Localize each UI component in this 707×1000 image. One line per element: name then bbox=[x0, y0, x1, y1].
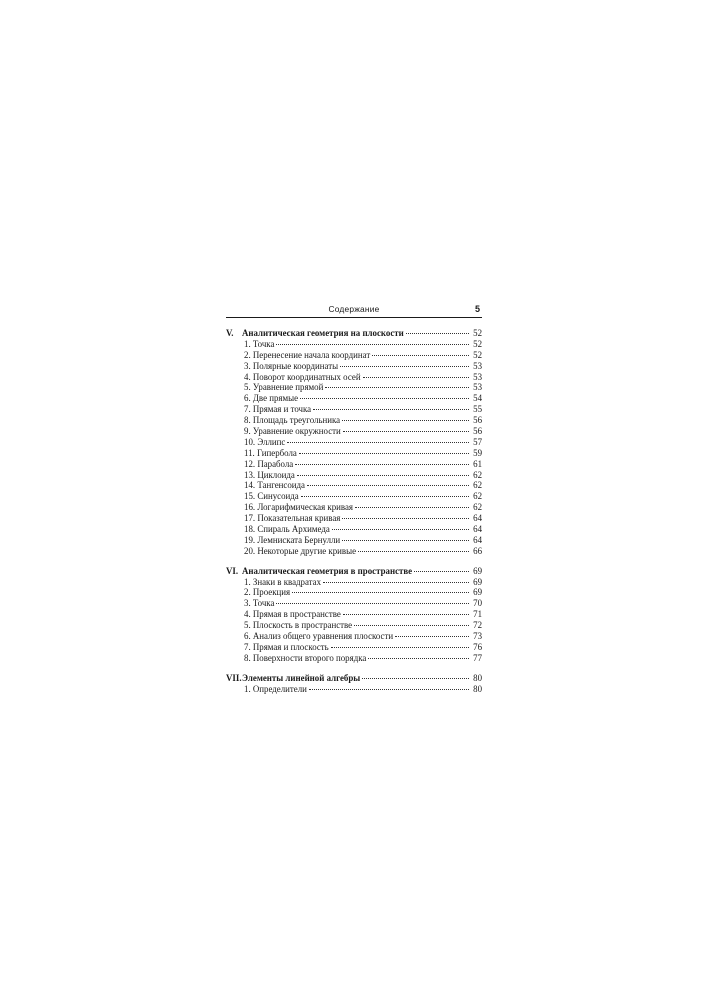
toc-entry-label: 14. Тангенсоида bbox=[244, 480, 305, 491]
dot-leader bbox=[343, 431, 469, 432]
toc-entry-label: 2. Перенесение начала координат bbox=[244, 349, 371, 360]
dot-leader bbox=[368, 658, 469, 659]
dot-leader bbox=[276, 344, 469, 345]
dot-leader bbox=[414, 571, 469, 572]
toc-entry[interactable] bbox=[226, 415, 482, 426]
toc-chapter-title-text: Аналитическая геометрия на плоскости bbox=[242, 328, 404, 338]
dot-leader bbox=[342, 420, 469, 421]
toc-page-number: 69 bbox=[473, 587, 482, 598]
toc-chapter-title bbox=[226, 328, 404, 339]
toc-page-number: 53 bbox=[473, 382, 482, 393]
toc-entry-label: 9. Уравнение окружности bbox=[244, 426, 341, 437]
toc-entry-label: 10. Эллипс bbox=[244, 436, 286, 447]
toc-page-number: 52 bbox=[473, 338, 482, 349]
toc-page-number: 62 bbox=[473, 491, 482, 502]
toc-entry-label: 11. Гипербола bbox=[244, 447, 297, 458]
toc-page-number: 62 bbox=[473, 469, 482, 480]
toc-page-number: 77 bbox=[473, 652, 482, 663]
toc-entry-label: 3. Полярные координаты bbox=[244, 360, 339, 371]
toc-entry-label: 19. Лемниската Бернулли bbox=[244, 534, 341, 545]
toc-entry[interactable] bbox=[226, 350, 482, 361]
toc-entry[interactable] bbox=[226, 404, 482, 415]
toc-page-number: 52 bbox=[473, 349, 482, 360]
dot-leader bbox=[323, 582, 469, 583]
toc-entry[interactable] bbox=[226, 448, 482, 459]
toc-chapter-title-text: Элементы линейной алгебры bbox=[242, 672, 361, 683]
toc-entry[interactable] bbox=[226, 546, 482, 557]
toc-page-number: 56 bbox=[473, 426, 482, 437]
toc-page-number: 57 bbox=[473, 436, 482, 447]
toc-entry-label: 6. Анализ общего уравнения плоскости bbox=[244, 631, 394, 642]
toc-page-number: 53 bbox=[473, 371, 482, 382]
toc-entry[interactable] bbox=[226, 459, 482, 470]
toc-entry[interactable] bbox=[226, 631, 482, 642]
toc-entry-label: 17. Показательная кривая bbox=[244, 513, 341, 524]
dot-leader bbox=[313, 409, 469, 410]
dot-leader bbox=[406, 333, 469, 334]
toc-entry-label: 7. Прямая и плоскость bbox=[244, 641, 329, 652]
toc-chapter-numeral: VI. bbox=[226, 565, 239, 576]
toc-page-number: 62 bbox=[473, 480, 482, 491]
dot-leader bbox=[395, 636, 469, 637]
toc-entry[interactable] bbox=[226, 642, 482, 653]
toc-entry-label: 2. Проекция bbox=[244, 587, 291, 598]
toc-chapter-title-text: Аналитическая геометрия в пространстве bbox=[242, 565, 413, 576]
dot-leader bbox=[276, 603, 469, 604]
toc-page-number: 64 bbox=[473, 534, 482, 545]
dot-leader bbox=[331, 647, 469, 648]
toc-page-number: 54 bbox=[473, 393, 482, 404]
toc-page-number: 59 bbox=[473, 447, 482, 458]
toc-entry[interactable] bbox=[226, 609, 482, 620]
dot-leader bbox=[354, 625, 469, 626]
dot-leader bbox=[292, 592, 469, 593]
dot-leader bbox=[342, 540, 469, 541]
toc-entry[interactable] bbox=[226, 620, 482, 631]
dot-leader bbox=[363, 377, 469, 378]
toc-page-number: 69 bbox=[473, 565, 482, 576]
toc-entry[interactable] bbox=[226, 684, 482, 695]
dot-leader bbox=[295, 464, 469, 465]
toc-page-number: 64 bbox=[473, 513, 482, 524]
toc-chapter-heading[interactable] bbox=[226, 566, 482, 577]
toc-entry-label: 5. Плоскость в пространстве bbox=[244, 620, 353, 631]
dot-leader bbox=[342, 518, 469, 519]
toc-page-number: 53 bbox=[473, 360, 482, 371]
dot-leader bbox=[309, 689, 469, 690]
running-head-title: Содержание bbox=[328, 304, 380, 314]
toc-entry[interactable] bbox=[226, 470, 482, 481]
dot-leader bbox=[287, 442, 469, 443]
running-head bbox=[226, 304, 482, 318]
dot-leader bbox=[372, 355, 469, 356]
toc-entry[interactable] bbox=[226, 535, 482, 546]
toc-entry[interactable] bbox=[226, 393, 482, 404]
toc-page-number: 71 bbox=[473, 609, 482, 620]
toc-entry-label: 18. Спираль Архимеда bbox=[244, 524, 330, 535]
toc-page-number: 69 bbox=[473, 576, 482, 587]
dot-leader bbox=[343, 614, 469, 615]
toc-entry-label: 1. Точка bbox=[244, 338, 275, 349]
toc-page-number: 66 bbox=[473, 545, 482, 556]
table-of-contents bbox=[226, 328, 482, 695]
toc-chapter-numeral: V. bbox=[226, 328, 234, 338]
toc-entry-label: 6. Две прямые bbox=[244, 393, 299, 404]
toc-page-number: 56 bbox=[473, 415, 482, 426]
toc-chapter bbox=[226, 566, 482, 664]
toc-entry[interactable] bbox=[226, 524, 482, 535]
toc-entry-label: 16. Логарифмическая кривая bbox=[244, 502, 354, 513]
toc-page-number: 80 bbox=[473, 672, 482, 683]
toc-page-number: 70 bbox=[473, 598, 482, 609]
toc-chapter-title bbox=[226, 673, 360, 684]
toc-entry[interactable] bbox=[226, 339, 482, 350]
toc-entry-label: 12. Парабола bbox=[244, 458, 294, 469]
toc-page-number: 80 bbox=[473, 683, 482, 694]
toc-entry-label: 1. Определители bbox=[244, 683, 307, 694]
dot-leader bbox=[340, 366, 469, 367]
toc-entry[interactable] bbox=[226, 653, 482, 664]
toc-page-number: 55 bbox=[473, 404, 482, 415]
toc-chapter bbox=[226, 673, 482, 695]
toc-entry[interactable] bbox=[226, 437, 482, 448]
dot-leader bbox=[307, 485, 469, 486]
dot-leader bbox=[301, 496, 469, 497]
dot-leader bbox=[355, 507, 469, 508]
dot-leader bbox=[332, 529, 469, 530]
toc-entry[interactable] bbox=[226, 361, 482, 372]
toc-entry-label: 4. Поворот координатных осей bbox=[244, 371, 361, 382]
toc-chapter-numeral: VII. bbox=[226, 672, 242, 683]
toc-entry-label: 8. Площадь треугольника bbox=[244, 415, 341, 426]
toc-entry[interactable] bbox=[226, 372, 482, 383]
toc-entry[interactable] bbox=[226, 502, 482, 513]
toc-entry-label: 20. Некоторые другие кривые bbox=[244, 545, 357, 556]
toc-entry-label: 1. Знаки в квадратах bbox=[244, 576, 322, 587]
toc-entry[interactable] bbox=[226, 480, 482, 491]
toc-chapter bbox=[226, 328, 482, 557]
toc-page-number: 64 bbox=[473, 524, 482, 535]
toc-entry[interactable] bbox=[226, 491, 482, 502]
dot-leader bbox=[297, 475, 469, 476]
toc-entry-label: 7. Прямая и точка bbox=[244, 404, 312, 415]
toc-entry-label: 13. Циклоида bbox=[244, 469, 295, 480]
toc-entry-label: 3. Точка bbox=[244, 598, 275, 609]
toc-page-number: 61 bbox=[473, 458, 482, 469]
toc-entry[interactable] bbox=[226, 598, 482, 609]
toc-entry-label: 8. Поверхности второго порядка bbox=[244, 652, 367, 663]
dot-leader bbox=[299, 453, 469, 454]
toc-entry-label: 15. Синусоида bbox=[244, 491, 299, 502]
toc-entry[interactable] bbox=[226, 382, 482, 393]
toc-page-number: 72 bbox=[473, 620, 482, 631]
dot-leader bbox=[300, 398, 469, 399]
toc-page-number: 52 bbox=[473, 328, 482, 338]
running-head-page-number: 5 bbox=[474, 304, 480, 314]
dot-leader bbox=[362, 678, 469, 679]
toc-page-number: 76 bbox=[473, 641, 482, 652]
toc-page bbox=[226, 304, 482, 695]
toc-entry[interactable] bbox=[226, 587, 482, 598]
toc-chapter-heading[interactable] bbox=[226, 328, 482, 339]
toc-entry[interactable] bbox=[226, 426, 482, 437]
toc-entry-label: 5. Уравнение прямой bbox=[244, 382, 324, 393]
toc-chapter-title bbox=[226, 566, 412, 577]
toc-entry[interactable] bbox=[226, 577, 482, 588]
dot-leader bbox=[358, 551, 469, 552]
toc-entry-label: 4. Прямая в пространстве bbox=[244, 609, 341, 620]
toc-entry[interactable] bbox=[226, 513, 482, 524]
toc-chapter-heading[interactable] bbox=[226, 673, 482, 684]
toc-page-number: 73 bbox=[473, 631, 482, 642]
toc-page-number: 62 bbox=[473, 502, 482, 513]
dot-leader bbox=[325, 387, 469, 388]
